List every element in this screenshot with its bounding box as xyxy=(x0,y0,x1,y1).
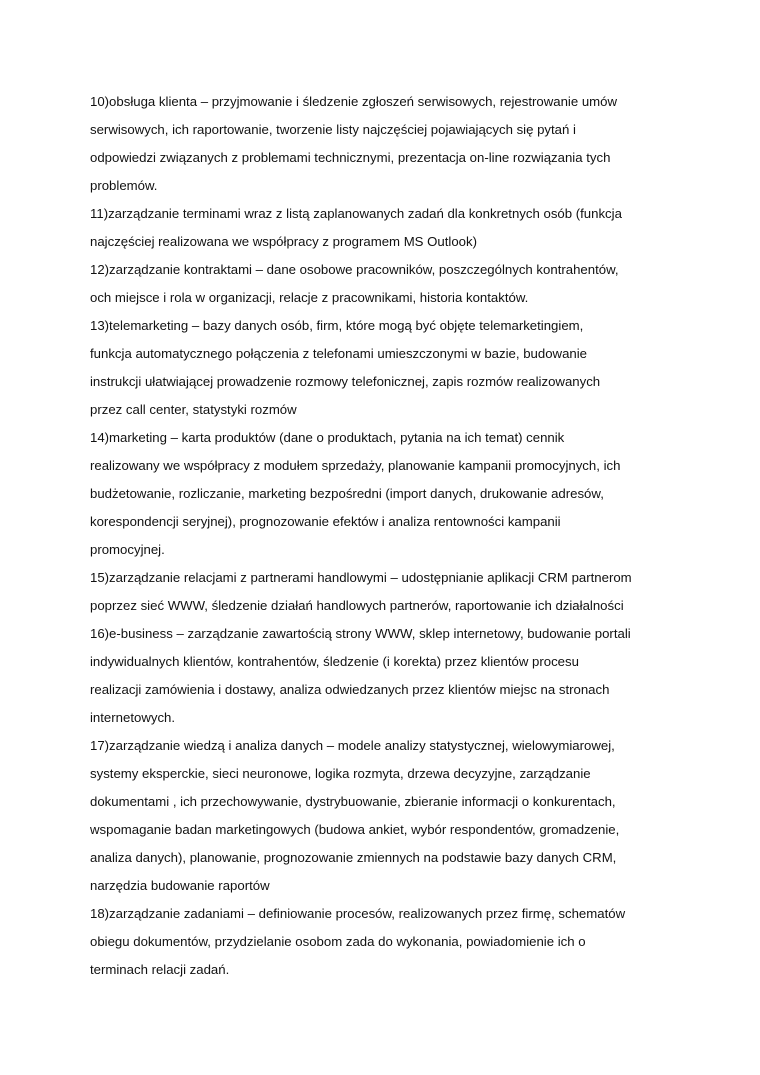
document-body xyxy=(90,88,676,984)
text-line: 16)e-business – zarządzanie zawartością strony WWW, sklep internetowy, budowanie portali xyxy=(90,626,631,641)
text-line: serwisowych, ich raportowanie, tworzenie listy najczęściej pojawiających się pytań i xyxy=(90,122,576,137)
text-line: realizowany we współpracy z modułem sprzedaży, planowanie kampanii promocyjnych, ich xyxy=(90,458,621,473)
text-line: budżetowanie, rozliczanie, marketing bezpośredni (import danych, drukowanie adresów, xyxy=(90,486,604,501)
paragraph xyxy=(90,424,676,564)
text-line: problemów. xyxy=(90,178,158,193)
text-line: indywidualnych klientów, kontrahentów, śledzenie (i korekta) przez klientów procesu xyxy=(90,654,579,669)
text-line: internetowych. xyxy=(90,710,176,725)
text-line: 14)marketing – karta produktów (dane o produktach, pytania na ich temat) cennik xyxy=(90,430,565,445)
text-line: terminach relacji zadań. xyxy=(90,962,230,977)
text-line: 11)zarządzanie terminami wraz z listą zaplanowanych zadań dla konkretnych osób (funkcja xyxy=(90,206,622,221)
paragraph xyxy=(90,256,676,312)
text-line: odpowiedzi związanych z problemami technicznymi, prezentacja on-line rozwiązania tych xyxy=(90,150,611,165)
text-line: 18)zarządzanie zadaniami – definiowanie procesów, realizowanych przez firmę, schematów xyxy=(90,906,626,921)
text-line: 13)telemarketing – bazy danych osób, firm, które mogą być objęte telemarketingiem, xyxy=(90,318,584,333)
text-line: wspomaganie badan marketingowych (budowa ankiet, wybór respondentów, gromadzenie, xyxy=(90,822,620,837)
paragraph xyxy=(90,900,676,984)
text-line: obiegu dokumentów, przydzielanie osobom zada do wykonania, powiadomienie ich o xyxy=(90,934,586,949)
text-line: analiza danych), planowanie, prognozowanie zmiennych na podstawie bazy danych CRM, xyxy=(90,850,617,865)
paragraph xyxy=(90,88,676,200)
text-line: dokumentami , ich przechowywanie, dystrybuowanie, zbieranie informacji o konkurentach, xyxy=(90,794,616,809)
text-line: 10)obsługa klienta – przyjmowanie i śledzenie zgłoszeń serwisowych, rejestrowanie umów xyxy=(90,94,618,109)
text-line: 15)zarządzanie relacjami z partnerami handlowymi – udostępnianie aplikacji CRM partnerom xyxy=(90,570,632,585)
text-line: systemy eksperckie, sieci neuronowe, logika rozmyta, drzewa decyzyjne, zarządzanie xyxy=(90,766,591,781)
text-line: instrukcji ułatwiającej prowadzenie rozmowy telefonicznej, zapis rozmów realizowanych xyxy=(90,374,601,389)
paragraph xyxy=(90,564,676,620)
text-line: och miejsce i rola w organizacji, relacje z pracownikami, historia kontaktów. xyxy=(90,290,529,305)
text-line: korespondencji seryjnej), prognozowanie efektów i analiza rentowności kampanii xyxy=(90,514,561,529)
text-line: promocyjnej. xyxy=(90,542,165,557)
paragraph xyxy=(90,732,676,900)
text-line: narzędzia budowanie raportów xyxy=(90,878,270,893)
paragraph xyxy=(90,312,676,424)
text-line: realizacji zamówienia i dostawy, analiza odwiedzanych przez klientów miejsc na stronach xyxy=(90,682,610,697)
text-line: przez call center, statystyki rozmów xyxy=(90,402,297,417)
paragraph xyxy=(90,200,676,256)
paragraph xyxy=(90,620,676,732)
text-line: 12)zarządzanie kontraktami – dane osobowe pracowników, poszczególnych kontrahentów, xyxy=(90,262,619,277)
text-line: 17)zarządzanie wiedzą i analiza danych – modele analizy statystycznej, wielowymiarowej, xyxy=(90,738,615,753)
text-line: funkcja automatycznego połączenia z telefonami umieszczonymi w bazie, budowanie xyxy=(90,346,587,361)
text-line: najczęściej realizowana we współpracy z programem MS Outlook) xyxy=(90,234,477,249)
text-line: poprzez sieć WWW, śledzenie działań handlowych partnerów, raportowanie ich działalności xyxy=(90,598,624,613)
